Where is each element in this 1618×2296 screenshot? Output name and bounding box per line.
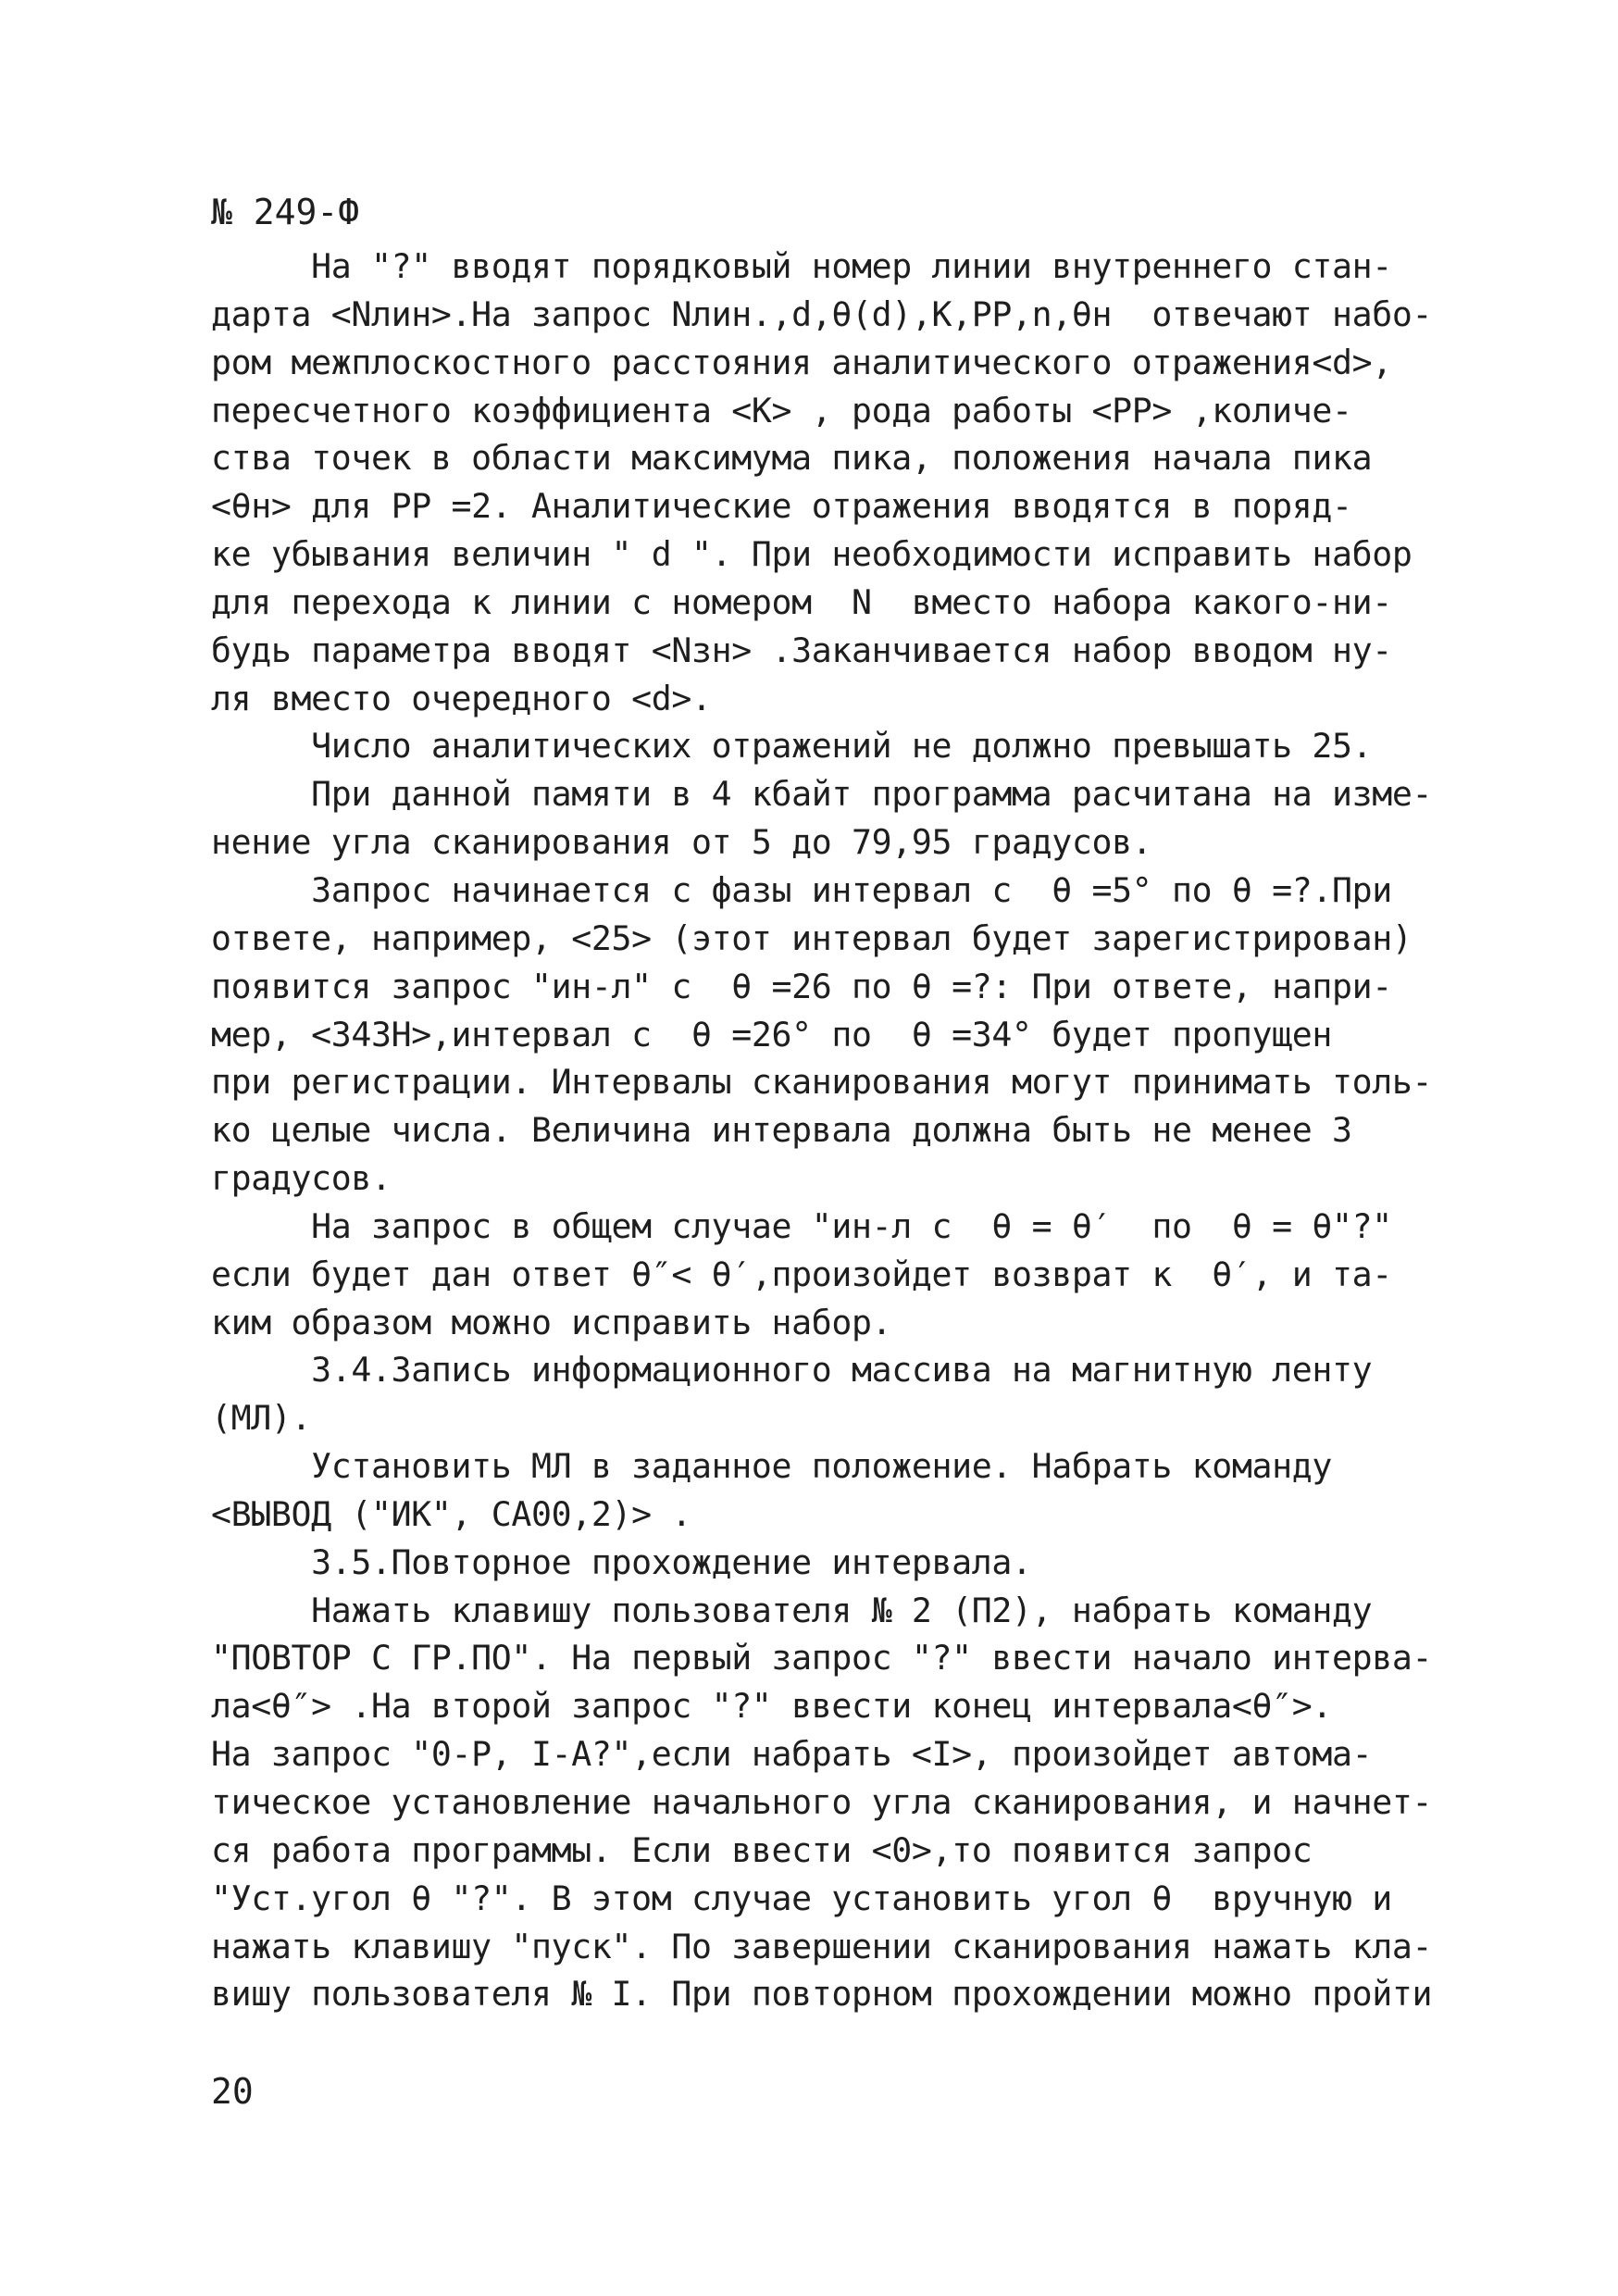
text-line: <θн> для PP =2. Аналитические отражения вводятся в поряд- (211, 486, 1352, 527)
text-line: тическое установление начального угла сканирования, и начнет- (211, 1782, 1433, 1822)
text-line: "ПОВТОР С ГР.ПО". На первый запрос "?" ввести начало интерва- (211, 1638, 1433, 1678)
text-line: 3.4.Запись информационного массива на магнитную ленту (211, 1350, 1373, 1391)
text-line: <ВЫВОД ("ИК", СА00,2)> . (211, 1493, 691, 1534)
text-line: если будет дан ответ θ″< θ′,произойдет возврат к θ′, и та- (211, 1254, 1392, 1294)
text-line: при регистрации. Интервалы сканирования могут принимать толь- (211, 1062, 1433, 1103)
text-line: градусов. (211, 1158, 392, 1199)
text-line: "Уст.угол θ "?". В этом случае установить угол θ вручную и (211, 1878, 1392, 1918)
document-body (211, 243, 1442, 2018)
text-line: Число аналитических отражений не должно превышать 25. (211, 726, 1373, 767)
text-line: На запрос в общем случае "ин-л с θ = θ′ по θ = θ"?" (211, 1205, 1392, 1246)
text-line: мер, <343H>,интервал с θ =26° по θ =34° будет пропущен (211, 1014, 1332, 1054)
text-line: нение угла сканирования от 5 до 79,95 градусов. (211, 822, 1152, 863)
document-number: № 249-Ф (211, 192, 360, 232)
text-line: Нажать клавишу пользователя № 2 (П2), набрать команду (211, 1590, 1373, 1630)
text-line: ко целые числа. Величина интервала должна быть не менее 3 (211, 1110, 1352, 1151)
text-line: На запрос "0-Р, I-А?",если набрать <I>, произойдет автома- (211, 1734, 1373, 1775)
text-line: ля вместо очередного <d>. (211, 678, 712, 718)
text-line: дарта <Nлин>.На запрос Nлин.,d,θ(d),K,PP,n,θн отвечают набо- (211, 293, 1433, 334)
text-line: 3.5.Повторное прохождение интервала. (211, 1541, 1032, 1582)
text-line: вишу пользователя № I. При повторном прохождении можно пройти (211, 1974, 1433, 2015)
text-line: пересчетного коэффициента <K> , рода работы <PP> ,количе- (211, 390, 1352, 430)
text-line: (МЛ). (211, 1398, 312, 1439)
text-line: Запрос начинается с фазы интервал с θ =5° по θ =?.При (211, 869, 1392, 910)
text-line: нажать клавишу "пуск". По завершении сканирования нажать кла- (211, 1926, 1433, 1966)
text-line: ром межплоскостного расстояния аналитического отражения<d>, (211, 342, 1392, 382)
text-line: На "?" вводят порядковый номер линии внутреннего стан- (211, 246, 1392, 286)
text-line: ким образом можно исправить набор. (211, 1302, 892, 1342)
text-line: для перехода к линии с номером N вместо набора какого-ни- (211, 581, 1392, 622)
text-line: будь параметра вводят <Nзн> .Заканчивается набор вводом ну- (211, 630, 1392, 670)
text-line: ла<θ″> .На второй запрос "?" ввести конец интервала<θ″>. (211, 1686, 1332, 1727)
text-line: ответе, например, <25> (этот интервал будет зарегистрирован) (211, 917, 1413, 958)
text-line: ке убывания величин " d ". При необходимости исправить набор (211, 534, 1413, 575)
page-number: 20 (211, 2071, 254, 2112)
text-line: При данной памяти в 4 кбайт программа расчитана на изме- (211, 774, 1433, 815)
text-line: ся работа программы. Если ввести <0>,то появится запрос (211, 1829, 1313, 1870)
text-line: Установить МЛ в заданное положение. Набрать команду (211, 1446, 1332, 1487)
text-line: ства точек в области максимума пика, положения начала пика (211, 438, 1373, 479)
text-line: появится запрос "ин-л" с θ =26 по θ =?: При ответе, напри- (211, 966, 1392, 1006)
